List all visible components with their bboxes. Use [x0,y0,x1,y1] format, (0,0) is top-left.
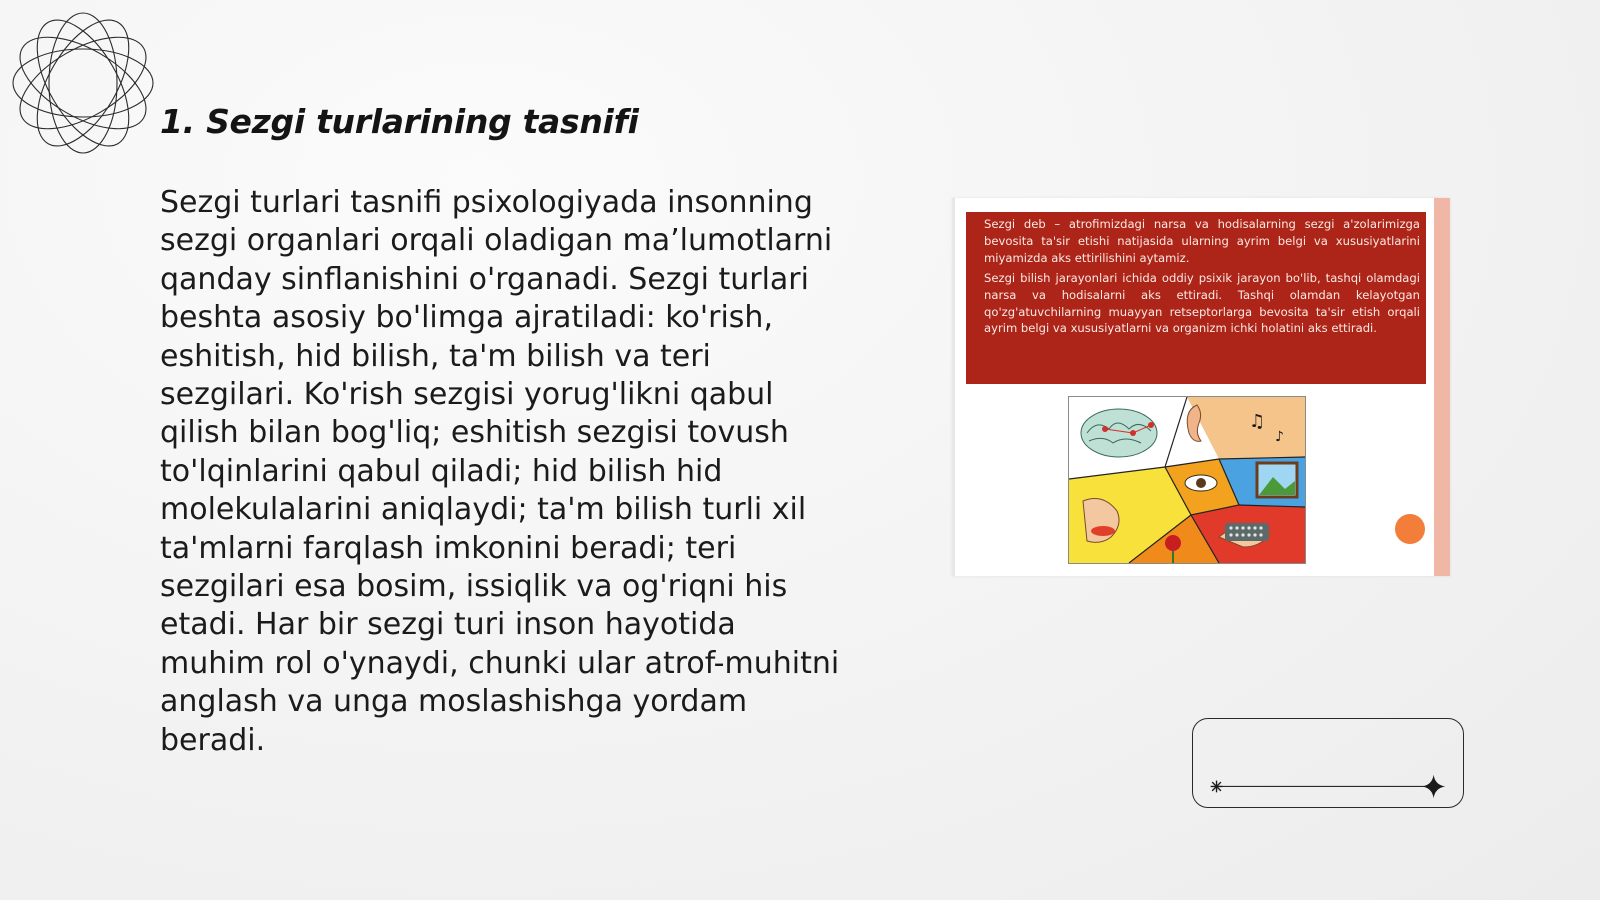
definition-box [966,212,1426,384]
definition-paragraph-2: Sezgi bilish jarayonlari ichida oddiy psixik jarayon bo'lib, tashqi olamdagi narsa va hodisalarni aks ettiradi. Tashqi olamdan kelayotgan qo'zg'atuvchilarning muayyan retseptorlarga bevosita ta'sir etish orqali ayrim belgi va xususiyatlarni va organizm ichki holatini aks ettiradi. [984,270,1420,336]
decorative-frame [1192,718,1464,808]
svg-text:♪: ♪ [1275,429,1284,445]
senses-collage-image [1069,397,1305,563]
svg-text:♫: ♫ [1249,411,1266,432]
orbit-rings-icon [8,8,158,158]
definition-figure [952,198,1450,576]
slide-title: 1. Sezgi turlarining tasnifi [160,102,639,141]
body-paragraph: Sezgi turlari tasnifi psixologiyada insonning sezgi organlari orqali oladigan ma’lumotlarni qanday sinflanishini o'rganadi. Sezgi turlari beshta asosiy bo'limga ajratiladi: ko'rish, eshitish, hid bilish, ta'm bilish va teri sezgilari. Ko'rish sezgisi yorug'likni qabul qilish bilan bog'liq; eshitish sezgisi tovush to'lqinlarini qabul qiladi; hid bilish hid molekulalarini aniqlaydi; ta'm bilish turli xil ta'mlarni farqlash imkonini beradi; teri sezgilari esa bosim, issiqlik va og'riqni his etadi. Har bir sezgi turi inson hayotida muhim rol o'ynaydi, chunki ular atrof-muhitni anglash va unga moslashishga yordam beradi. [160,185,840,758]
figure-edge [952,198,955,576]
figure-accent-strip [1434,198,1450,576]
sparkle-icon [1422,775,1445,798]
asterisk-icon [1211,781,1223,793]
accent-dot [1395,514,1425,544]
definition-paragraph-1: Sezgi deb – atrofimizdagi narsa va hodisalarning sezgi a'zolarimizga bevosita ta'sir etishi natijasida ularning ayrim belgi va xususiyatlarini miyamizda aks ettirilishini aytamiz. [984,217,1420,265]
senses-illustration [1068,396,1306,564]
decorative-line [1193,719,1463,807]
